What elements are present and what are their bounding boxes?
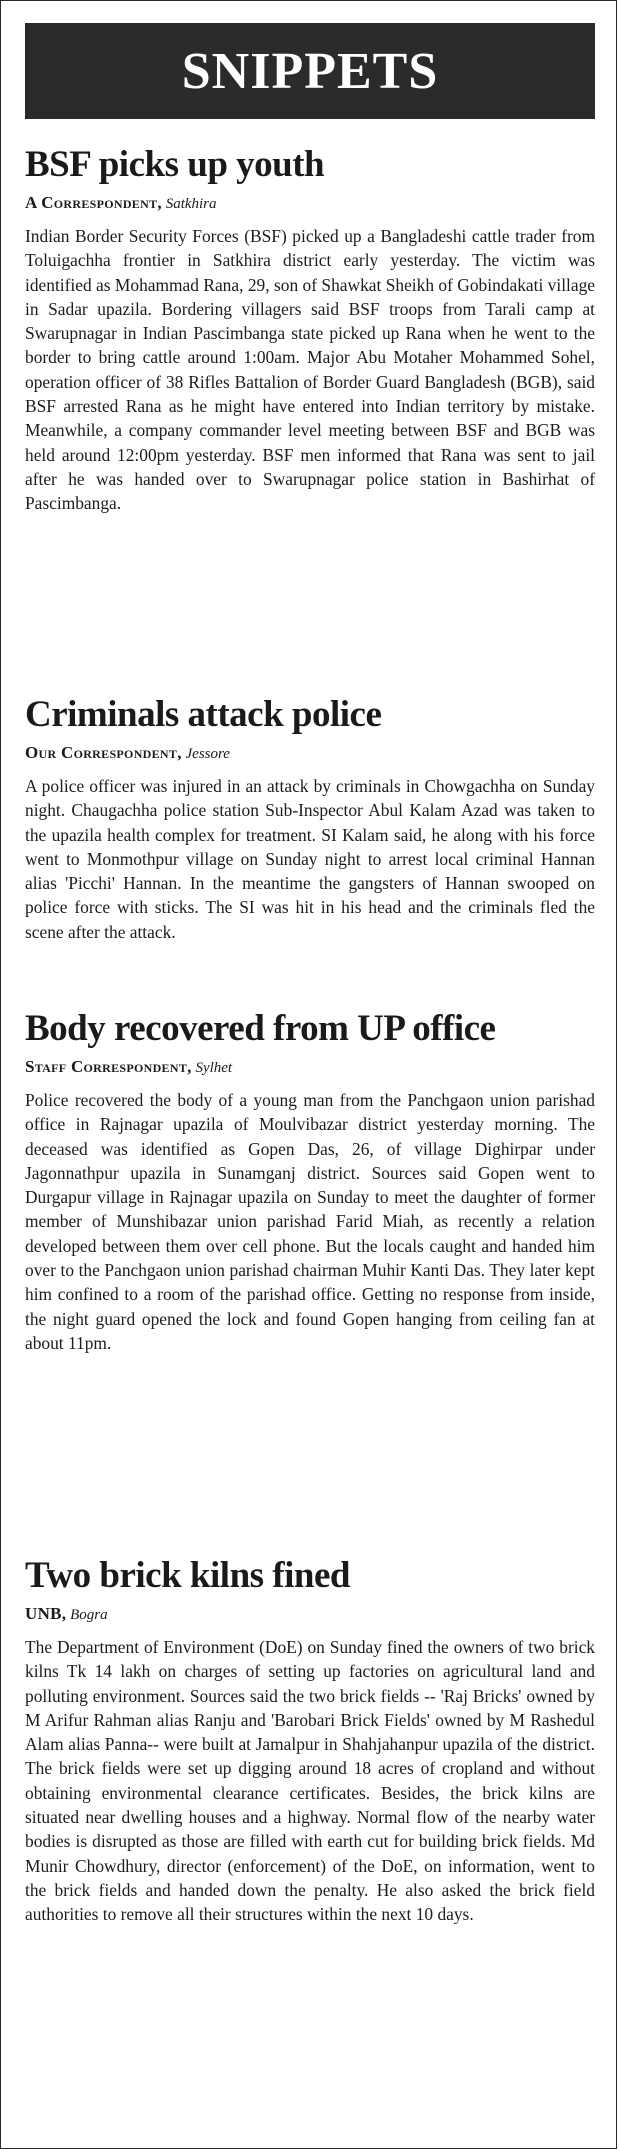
section-title: SNIPPETS <box>181 42 439 100</box>
byline-author: UNB, <box>25 1604 67 1623</box>
story-body: Police recovered the body of a young man from the Panchgaon union parishad office in Rajnagar upazila of Moulvibazar district yesterday morning. The deceased was identified as Gopen Das, 26, of village Dighirpar under Jagonnathpur upazila in Sunamganj district. Sources said Gopen went to Durgapur village in Rajnagar upazila on Sunday to meet the daughter of former member of Munshibazar union parishad Farid Miah, as recently a relation developed between them over cell phone. But the locals caught and handed him over to the Panchgaon union parishad chairman Muhir Kanti Das. They later kept him confined to a room of the parishad office. Getting no response from inside, the night guard opened the lock and found Gopen hanging from ceiling fan at about 11pm. <box>25 1090 595 1353</box>
byline-author: A Correspondent, <box>25 193 162 212</box>
story-headline: Criminals attack police <box>25 694 382 735</box>
story-byline <box>25 1057 595 1078</box>
byline-location: Sylhet <box>195 1060 233 1076</box>
byline-author: Our Correspondent, <box>25 743 182 762</box>
story-body: A police officer was injured in an attack by criminals in Chowgachha on Sunday night. Chaugachha police station Sub-Inspector Abul Kalam Azad was taken to the upazila health complex for treatment. SI Kalam said, he along with his force went to Monmothpur village on Sunday night to arrest local criminal Hannan alias 'Picchi' Hannan. In the meantime the gangsters of Hannan swooped on police force with sticks. The SI was hit in his head and the criminals fled the scene after the attack. <box>25 776 595 942</box>
story-body: Indian Border Security Forces (BSF) picked up a Bangladeshi cattle trader from Toluigachha frontier in Satkhira district early yesterday. The victim was identified as Mohammad Rana, 29, son of Shawkat Sheikh of Gobindakati village in Sadar upazila. Bordering villagers said BSF troops from Tarali camp at Swarupnagar in Indian Pascimbanga state picked up Rana when he went to the border to bring cattle around 1:00am. Major Abu Motaher Mohammed Sohel, operation officer of 38 Rifles Battalion of Border Guard Bangladesh (BGB), said BSF arrested Rana as he might have entered into Indian territory by mistake. Meanwhile, a company commander level meeting between BSF and BGB was held around 12:00pm yesterday. BSF men informed that Rana was sent to jail after he was handed over to Swarupnagar police station in Bashirhat of Pascimbanga. <box>25 226 595 514</box>
story-body: The Department of Environment (DoE) on Sunday fined the owners of two brick kilns Tk 14 lakh on charges of setting up factories on agricultural land and polluting environment. Sources said the two brick fields -- 'Raj Bricks' owned by M Arifur Rahman alias Ranju and 'Barobari Brick Fields' owned by M Rashedul Alam alias Panna-- were built at Jamalpur in Shahjahanpur upazila of the district. The brick fields were set up digging around 18 acres of cropland and without obtaining environmental clearance certificates. Besides, the brick kilns are situated near dwelling houses and a highway. Normal flow of the nearby water bodies is disrupted as those are filled with earth cut for building brick fields. Md Munir Chowdhury, director (enforcement) of the DoE, on information, went to the brick fields and handed down the penalty. He also asked the brick field authorities to remove all their structures within the next 10 days. <box>25 1637 595 1925</box>
byline-location: Jessore <box>185 746 230 762</box>
byline-location: Bogra <box>70 1607 108 1623</box>
story-headline: BSF picks up youth <box>25 144 325 185</box>
story-criminals-attack-police <box>25 693 595 944</box>
story-byline <box>25 193 595 214</box>
story-body-recovered-from-up-office <box>25 1007 595 1355</box>
story-headline: Two brick kilns fined <box>25 1555 350 1596</box>
story-byline <box>25 743 595 764</box>
byline-location: Satkhira <box>165 196 217 212</box>
story-bsf-picks-up-youth <box>25 143 595 516</box>
section-banner <box>25 23 595 119</box>
story-byline <box>25 1604 595 1625</box>
byline-author: Staff Correspondent, <box>25 1057 192 1076</box>
story-two-brick-kilns-fined <box>25 1554 595 1927</box>
story-headline: Body recovered from UP office <box>25 1008 496 1049</box>
